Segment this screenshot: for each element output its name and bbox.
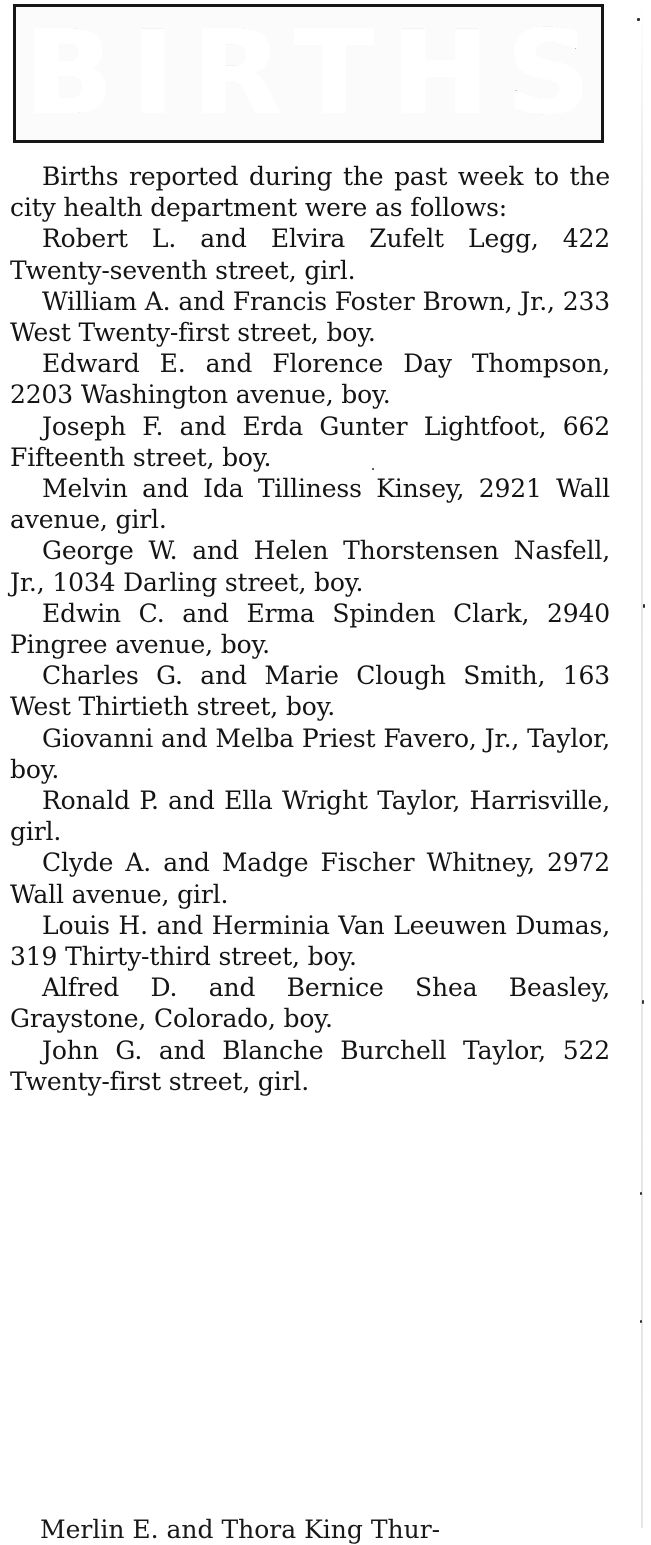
- birth-entry: Edward E. and Florence Day Thompson, 2203 Washington avenue, boy.: [10, 349, 610, 410]
- birth-entry: Edwin C. and Erma Spinden Clark, 2940 Pingree avenue, boy.: [10, 598, 610, 660]
- masthead-box: [13, 4, 609, 143]
- birth-entry: George W. and Helen Thorstensen Nasfell, Jr., 1034 Darling street, boy.: [10, 536, 610, 597]
- birth-entry: Clyde A. and Madge Fischer Whitney, 2972 Wall avenue, girl.: [10, 848, 610, 909]
- print-speck: [643, 604, 645, 608]
- birth-entry: William A. and Francis Foster Brown, Jr., 233 West Twenty-first street, boy.: [10, 286, 610, 348]
- print-speck: [372, 468, 374, 470]
- masthead-title: BIRTHS: [24, 5, 609, 141]
- birth-entry: Joseph F. and Erda Gunter Lightfoot, 662 Fifteenth street, boy.: [10, 411, 610, 472]
- birth-entry: Louis H. and Herminia Van Leeuwen Dumas, 319 Thirty-third street, boy.: [10, 910, 610, 972]
- births-article: [10, 161, 610, 1097]
- masthead-inner: [24, 5, 609, 141]
- cut-off-entry: Merlin E. and Thora King Thur-: [40, 1515, 441, 1544]
- print-speck: [640, 1320, 642, 1323]
- birth-entry: Alfred D. and Bernice Shea Beasley, Graystone, Colorado, boy.: [10, 973, 610, 1034]
- column-rule: [641, 0, 643, 1528]
- print-speck: [640, 1192, 642, 1195]
- article-intro: Births reported during the past week to the city health department were as follows:: [10, 162, 610, 223]
- birth-entry: Charles G. and Marie Clough Smith, 163 West Thirtieth street, boy.: [10, 661, 610, 722]
- birth-entry: Giovanni and Melba Priest Favero, Jr., Taylor, boy.: [10, 723, 610, 784]
- print-speck: [642, 1000, 644, 1004]
- birth-entry: Ronald P. and Ella Wright Taylor, Harrisville, girl.: [10, 786, 610, 847]
- birth-entry: Robert L. and Elvira Zufelt Legg, 422 Twenty-seventh street, girl.: [10, 224, 610, 285]
- birth-entry: John G. and Blanche Burchell Taylor, 522 Twenty-first street, girl.: [10, 1035, 610, 1096]
- print-speck: [637, 18, 640, 21]
- birth-entry: Melvin and Ida Tilliness Kinsey, 2921 Wall avenue, girl.: [10, 474, 610, 535]
